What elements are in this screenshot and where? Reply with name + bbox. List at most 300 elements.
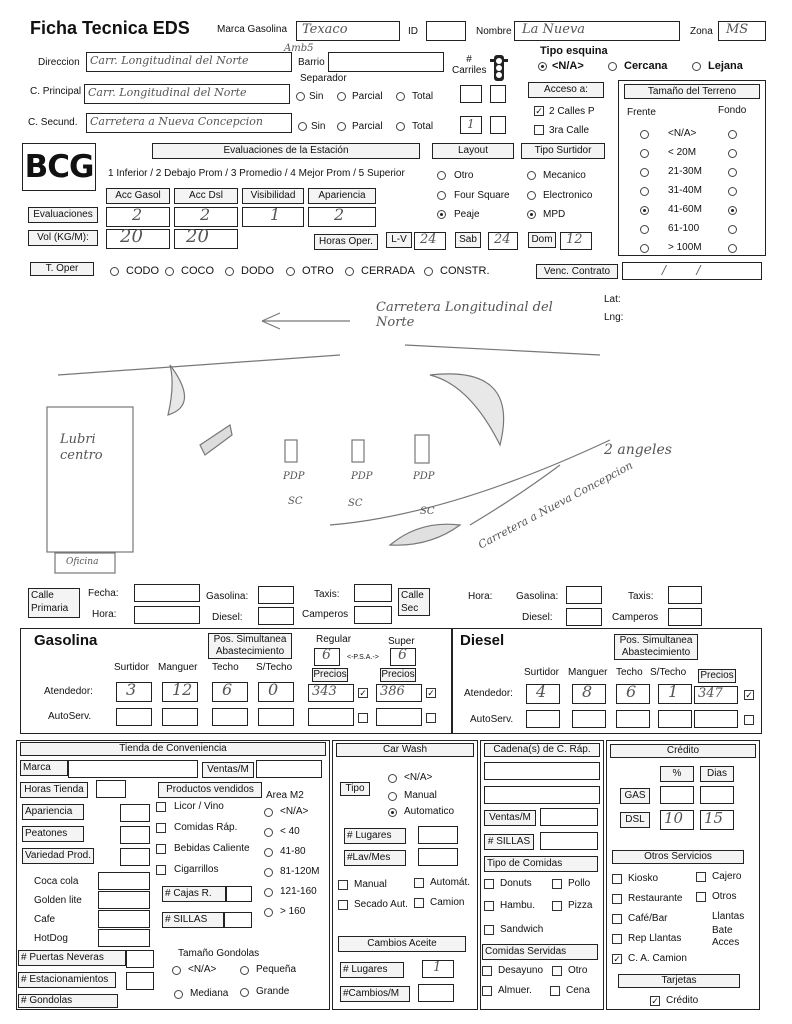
cena-checkbox[interactable]: [550, 986, 560, 996]
tarjetas-label: Tarjetas: [618, 974, 740, 988]
almuerzo-checkbox[interactable]: [482, 986, 492, 996]
eval-acc-gasol-value: 2: [132, 205, 143, 224]
brand-label-2: Cafe: [34, 914, 56, 925]
camperos-field[interactable]: [354, 606, 392, 624]
psa-super-value: 6: [398, 647, 407, 663]
brand-field-3[interactable]: [98, 929, 150, 947]
secundaria-value: Carretera a Nueva Concepcion: [90, 115, 264, 128]
dsl-atendedor-value-3: 1: [668, 682, 679, 701]
product-checkbox-3[interactable]: [156, 865, 166, 875]
pollo-label: Pollo: [568, 878, 591, 889]
dsl-h-stecho: S/Techo: [650, 667, 687, 678]
productos-label: Productos vendidos: [158, 782, 262, 798]
hambu-label: Hambu.: [500, 900, 536, 911]
otros-checkbox-2[interactable]: [612, 894, 622, 904]
cw-camion-checkbox[interactable]: [414, 898, 424, 908]
otros-checkbox-6[interactable]: [612, 934, 622, 944]
tienda-row-label-0: Apariencia: [22, 804, 84, 820]
brand-field-0[interactable]: [98, 872, 150, 890]
otro-comida-checkbox[interactable]: [552, 966, 562, 976]
secundaria-parcial-radio[interactable]: [337, 122, 346, 131]
tamano-option-1: < 20M: [668, 147, 697, 158]
psa-label: <-P.S.A.->: [347, 654, 379, 661]
cajas-field[interactable]: [226, 886, 252, 902]
dsl-h-manguer: Manguer: [568, 667, 608, 678]
tamano-option-3: 31-40M: [668, 185, 702, 196]
toper-option-2: DODO: [241, 265, 274, 277]
gas-dias-field[interactable]: [700, 786, 734, 804]
dsl-price-value: 347: [698, 686, 723, 701]
layout-otro-radio[interactable]: [437, 171, 446, 180]
pizza-label: Pizza: [568, 900, 593, 911]
otros-label-1: Cajero: [712, 871, 742, 882]
barrio-field[interactable]: [328, 52, 444, 72]
area-label: Area M2: [266, 790, 304, 801]
area-radio-4[interactable]: [264, 888, 273, 897]
esquina-cercana-radio[interactable]: [608, 62, 617, 71]
pct-label: %: [660, 766, 694, 782]
product-label-3: Cigarrillos: [174, 864, 219, 875]
dsl-atendedor-value-0: 4: [536, 682, 547, 701]
frente-radio-4[interactable]: [640, 206, 649, 215]
gond-grande-radio[interactable]: [240, 988, 249, 997]
fondo-radio-2[interactable]: [728, 168, 737, 177]
hora-label: Hora:: [92, 609, 117, 620]
horas-tienda-field[interactable]: [96, 780, 126, 798]
gas-h-techo: Techo: [212, 662, 239, 673]
gas-autoserv-label: AutoServ.: [48, 711, 92, 722]
principal-sin-radio[interactable]: [296, 92, 305, 101]
col-visibilidad: Visibilidad: [242, 188, 304, 204]
gond-grande-label: Grande: [256, 986, 290, 997]
gas-pct-field[interactable]: [660, 786, 694, 804]
cw-secado-label: Secado Aut.: [354, 899, 408, 910]
super-label: Super: [388, 636, 415, 647]
aceite-cambios-field[interactable]: [418, 984, 454, 1002]
principal-separador-field[interactable]: [490, 85, 506, 103]
area-radio-5[interactable]: [264, 908, 273, 917]
cw-na-label: <N/A>: [404, 772, 433, 783]
eval-visibilidad-value: 1: [270, 205, 281, 224]
principal-total-radio[interactable]: [396, 92, 405, 101]
diesel-sec-label: Diesel:: [522, 612, 553, 623]
frente-radio-2[interactable]: [640, 168, 649, 177]
otros-checkbox-0[interactable]: [612, 874, 622, 884]
cw-lugares-field[interactable]: [418, 826, 458, 844]
sandwich-label: Sandwich: [500, 924, 544, 935]
principal-parcial-radio[interactable]: [337, 92, 346, 101]
esquina-cercana-label: Cercana: [624, 60, 668, 72]
gond-pequena-label: Pequeña: [256, 964, 297, 975]
fondo-radio-1[interactable]: [728, 149, 737, 158]
tienda-title: Tienda de Conveniencia: [20, 742, 326, 756]
diesel-count-field[interactable]: [258, 607, 294, 625]
dsl-h-surtidor: Surtidor: [524, 667, 560, 678]
surtidor-electronico-label: Electronico: [543, 190, 593, 201]
cadena-tipo-label: Tipo de Comidas: [484, 856, 598, 872]
secundaria-sin-radio[interactable]: [298, 122, 307, 131]
dsl-autoserv-label: AutoServ.: [470, 714, 514, 725]
tienda-marca-field[interactable]: [68, 760, 198, 778]
tienda-sillas-field[interactable]: [224, 912, 252, 928]
area-radio-3[interactable]: [264, 868, 273, 877]
eval-acc-dsl-value: 2: [200, 205, 211, 224]
dsl-autoserv-field-1[interactable]: [572, 710, 606, 728]
estac-label: # Estacionamientos: [18, 972, 116, 988]
toper-option-3: OTRO: [302, 265, 334, 277]
gas-autoserv-field-2[interactable]: [212, 708, 248, 726]
principal-parcial-label: Parcial: [352, 91, 383, 102]
col-acc-gasol: Acc Gasol: [106, 188, 170, 204]
tipo-esquina-label: Tipo esquina: [540, 45, 608, 57]
fondo-radio-5[interactable]: [728, 225, 737, 234]
puertas-field[interactable]: [126, 950, 154, 968]
super-price-checkbox[interactable]: ✓: [427, 688, 435, 698]
id-field[interactable]: [426, 21, 466, 41]
aceite-lugares-value: 1: [433, 960, 442, 975]
frente-radio-1[interactable]: [640, 149, 649, 158]
cadena-title: Cadena(s) de C. Ráp.: [484, 743, 600, 757]
aceite-lugares-label: # Lugares: [340, 962, 404, 978]
gas-atendedor-value-0: 3: [126, 680, 137, 699]
dos-calles-checkbox[interactable]: ✓: [535, 106, 543, 116]
cw-na-radio[interactable]: [388, 774, 397, 783]
auto-regular-field[interactable]: [308, 708, 354, 726]
toper-radio-5[interactable]: [424, 267, 433, 276]
tamano-option-0: <N/A>: [668, 128, 697, 139]
aceite-cambios-label: #Cambios/M: [340, 986, 410, 1002]
lv-label: L-V: [386, 232, 412, 248]
bcg-logo: [22, 143, 96, 191]
toper-option-4: CERRADA: [361, 265, 415, 277]
desayuno-checkbox[interactable]: [482, 966, 492, 976]
credito-title: Crédito: [610, 744, 756, 758]
dsl-auto-price-field[interactable]: [694, 710, 738, 728]
brand-field-2[interactable]: [98, 910, 150, 928]
sketch-road-top: Carretera Longitudinal del Norte: [376, 300, 553, 330]
area-label-1: < 40: [280, 826, 300, 837]
dsl-autoserv-field-3[interactable]: [658, 710, 692, 728]
toper-radio-3[interactable]: [286, 267, 295, 276]
product-checkbox-0[interactable]: [156, 802, 166, 812]
dsl-precios-label: Precios: [698, 669, 736, 683]
sab-value: 24: [494, 232, 511, 247]
cw-manual-label: Manual: [404, 790, 437, 801]
product-label-2: Bebidas Caliente: [174, 843, 250, 854]
carriles-label: # Carriles: [452, 54, 487, 76]
taxis-sec-field[interactable]: [668, 586, 702, 604]
calle-primaria-label: Calle Primaria: [28, 588, 80, 618]
product-checkbox-1[interactable]: [156, 823, 166, 833]
toper-radio-2[interactable]: [225, 267, 234, 276]
separador-label: Separador: [300, 73, 347, 84]
horas-label: Horas Oper.: [314, 234, 378, 250]
area-label-0: <N/A>: [280, 806, 309, 817]
cadena-name-field-2[interactable]: [484, 786, 600, 804]
fondo-radio-0[interactable]: [728, 130, 737, 139]
col-apariencia: Apariencia: [308, 188, 376, 204]
venc-value: / /: [662, 263, 701, 277]
sketch-road-diag: Carretera a Nueva Concepcion: [476, 458, 635, 552]
direccion-value: Carr. Longitudinal del Norte: [90, 54, 249, 67]
venc-label: Venc. Contrato: [536, 264, 618, 279]
layout-foursquare-label: Four Square: [454, 190, 510, 201]
psa-regular-value: 6: [322, 647, 331, 663]
lat-label: Lat:: [604, 294, 621, 305]
gas-autoserv-field-3[interactable]: [258, 708, 294, 726]
dias-label: Dias: [700, 766, 734, 782]
principal-carriles-field[interactable]: [460, 85, 482, 103]
taxis-sec-label: Taxis:: [628, 591, 654, 602]
zona-value: MS: [726, 22, 749, 37]
fecha-field[interactable]: [134, 584, 200, 602]
diesel-count-label: Diesel:: [212, 612, 243, 623]
cw-secado-checkbox[interactable]: [338, 900, 348, 910]
toper-label: T. Oper: [30, 262, 94, 276]
area-label-3: 81-120M: [280, 866, 320, 877]
frente-radio-3[interactable]: [640, 187, 649, 196]
calle-sec-label: Calle Sec: [398, 588, 430, 616]
vol-gasol-value: 20: [120, 226, 143, 247]
nombre-label: Nombre: [476, 26, 512, 37]
fondo-radio-3[interactable]: [728, 187, 737, 196]
taxis-field[interactable]: [354, 584, 392, 602]
surtidor-mecanico-label: Mecanico: [543, 170, 586, 181]
principal-sin-label: Sin: [309, 91, 324, 102]
cw-lav-field[interactable]: [418, 848, 458, 866]
sketch-pdp-1: PDP: [283, 471, 305, 482]
dsl-atendedor-value-2: 6: [626, 682, 637, 701]
gond-na-radio[interactable]: [172, 966, 181, 975]
credito-checkbox[interactable]: ✓: [651, 996, 659, 1006]
hambu-checkbox[interactable]: [484, 901, 494, 911]
frente-radio-5[interactable]: [640, 225, 649, 234]
tienda-row-label-1: Peatones: [22, 826, 84, 842]
gasolina-sec-label: Gasolina:: [516, 591, 559, 602]
toper-radio-4[interactable]: [345, 267, 354, 276]
fecha-label: Fecha:: [88, 588, 119, 599]
gond-mediana-radio[interactable]: [174, 990, 183, 999]
secundaria-parcial-label: Parcial: [352, 121, 383, 132]
otros-label-4: Café/Bar: [628, 913, 668, 924]
secundaria-separador-field[interactable]: [490, 116, 506, 134]
fondo-radio-6[interactable]: [728, 244, 737, 253]
cw-lav-label: #Lav/Mes: [344, 850, 406, 866]
cw-automat-checkbox[interactable]: [414, 878, 424, 888]
tienda-ventas-field[interactable]: [256, 760, 322, 778]
area-label-5: > 160: [280, 906, 306, 917]
area-radio-2[interactable]: [264, 848, 273, 857]
price-regular-value: 343: [312, 684, 337, 699]
otros-checkbox-3[interactable]: [696, 892, 706, 902]
tienda-row-field-2[interactable]: [120, 848, 150, 866]
donuts-label: Donuts: [500, 878, 532, 889]
gas-h-manguer: Manguer: [158, 662, 198, 673]
otros-title: Otros Servicios: [612, 850, 744, 864]
nombre-value: La Nueva: [522, 22, 586, 37]
pizza-checkbox[interactable]: [552, 901, 562, 911]
cw-manual-checkbox[interactable]: [338, 880, 348, 890]
secundaria-label: C. Secund.: [28, 117, 78, 128]
sandwich-checkbox[interactable]: [484, 925, 494, 935]
acceso-label: Acceso a:: [528, 82, 604, 98]
principal-value: Carr. Longitudinal del Norte: [88, 86, 247, 99]
cw-manual-radio[interactable]: [388, 792, 397, 801]
otros-label-3: Otros: [712, 891, 737, 902]
tercera-calle-checkbox[interactable]: [534, 125, 544, 135]
pollo-checkbox[interactable]: [552, 879, 562, 889]
dsl-auto-checkbox[interactable]: [744, 715, 754, 725]
otros-label-2: Restaurante: [628, 893, 683, 904]
auto-regular-checkbox[interactable]: [358, 713, 368, 723]
carwash-title: Car Wash: [336, 743, 474, 757]
sab-label: Sab: [455, 232, 481, 248]
cena-label: Cena: [566, 985, 590, 996]
cadena-sillas-label: # SILLAS: [484, 834, 534, 850]
dsl-h-techo: Techo: [616, 667, 643, 678]
brand-field-1[interactable]: [98, 891, 150, 909]
barrio-note: Amb5: [284, 43, 314, 54]
secundaria-total-label: Total: [412, 121, 434, 132]
otros-label-8: C. A. Camion: [628, 953, 687, 964]
sketch-pdp-2: PDP: [351, 471, 373, 482]
principal-label: C. Principal: [30, 86, 82, 97]
layout-otro-label: Otro: [454, 170, 474, 181]
sketch-sc-2: SC: [348, 498, 363, 509]
eval-apariencia-value: 2: [334, 205, 345, 224]
cadena-sillas-field[interactable]: [540, 832, 598, 850]
surtidor-label: Tipo Surtidor: [521, 143, 605, 159]
product-label-1: Comidas Ráp.: [174, 822, 238, 833]
traffic-light-icon: [490, 54, 508, 82]
camperos-label: Camperos: [302, 609, 349, 620]
regular-price-checkbox[interactable]: ✓: [359, 688, 367, 698]
diesel-pos-sim: Pos. Simultanea Abastecimiento: [614, 634, 698, 660]
brand-label-0: Coca cola: [34, 876, 79, 887]
surtidor-electronico-radio[interactable]: [527, 191, 536, 200]
hora-field[interactable]: [134, 606, 200, 624]
frente-radio-6[interactable]: [640, 244, 649, 253]
auto-super-field[interactable]: [376, 708, 422, 726]
cadena-name-field-1[interactable]: [484, 762, 600, 780]
form-title: Ficha Tecnica EDS: [30, 18, 190, 38]
toper-radio-0[interactable]: [110, 267, 119, 276]
otros-checkbox-1[interactable]: [696, 872, 706, 882]
auto-super-checkbox[interactable]: [426, 713, 436, 723]
layout-label: Layout: [432, 143, 514, 159]
cajas-label: # Cajas R.: [162, 886, 226, 902]
brand-label-1: Golden lite: [34, 895, 82, 906]
dsl-atendedor-label: Atendedor:: [464, 688, 513, 699]
cadena-ventas-label: Ventas/M: [484, 810, 536, 826]
surtidor-mpd-radio[interactable]: [527, 210, 536, 219]
horas-tienda-label: Horas Tienda: [20, 782, 88, 798]
area-radio-1[interactable]: [264, 828, 273, 837]
otros-label-5: Llantas: [712, 911, 745, 922]
gas-autoserv-field-0[interactable]: [116, 708, 152, 726]
area-radio-0[interactable]: [264, 808, 273, 817]
tienda-row-field-0[interactable]: [120, 804, 150, 822]
barrio-label: Barrio: [298, 57, 325, 68]
dsl-credit-label: DSL: [620, 812, 650, 828]
gond-pequena-radio[interactable]: [240, 966, 249, 975]
dos-calles-label: 2 Calles P: [549, 106, 595, 117]
tienda-ventas-label: Ventas/M: [202, 762, 254, 778]
taxis-label: Taxis:: [314, 589, 340, 600]
diesel-title: Diesel: [460, 632, 505, 649]
gas-autoserv-field-1[interactable]: [162, 708, 198, 726]
hora-sec-label: Hora:: [468, 591, 493, 602]
dom-label: Dom: [528, 232, 556, 248]
surtidor-mpd-label: MPD: [543, 209, 566, 220]
zona-label: Zona: [690, 26, 713, 37]
dom-value: 12: [566, 232, 583, 247]
toper-radio-1[interactable]: [165, 267, 174, 276]
layout-peaje-label: Peaje: [454, 209, 480, 220]
cadena-ventas-field[interactable]: [540, 808, 598, 826]
gas-h-stecho: S/Techo: [256, 662, 293, 673]
gondolas-label: # Gondolas: [18, 994, 118, 1008]
tercera-calle-label: 3ra Calle: [549, 125, 590, 136]
area-label-2: 41-80: [280, 846, 306, 857]
principal-total-label: Total: [412, 91, 434, 102]
gas-atendedor-value-2: 6: [222, 680, 233, 699]
sketch-pdp-3: PDP: [413, 471, 435, 482]
diesel-sec-field[interactable]: [566, 608, 602, 626]
cw-automat-chk-label: Automát.: [430, 877, 471, 888]
precios-super-label: Precios: [381, 669, 415, 680]
surtidor-mecanico-radio[interactable]: [527, 171, 536, 180]
lv-value: 24: [420, 232, 437, 247]
cw-auto-label: Automatico: [404, 806, 455, 817]
donuts-checkbox[interactable]: [484, 879, 494, 889]
camperos-sec-field[interactable]: [668, 608, 702, 626]
gasolina-sec-field[interactable]: [566, 586, 602, 604]
otros-label-9: Acces: [712, 937, 740, 948]
credito-chk-label: Crédito: [666, 995, 699, 1006]
camperos-sec-label: Camperos: [612, 612, 659, 623]
gond-mediana-label: Mediana: [190, 988, 229, 999]
layout-peaje-radio[interactable]: [437, 210, 446, 219]
product-checkbox-2[interactable]: [156, 844, 166, 854]
regular-label: Regular: [316, 634, 352, 645]
frente-radio-0[interactable]: [640, 130, 649, 139]
desayuno-label: Desayuno: [498, 965, 544, 976]
layout-foursquare-radio[interactable]: [437, 191, 446, 200]
tienda-sillas-label: # SILLAS: [162, 912, 224, 928]
esquina-na-radio[interactable]: [538, 62, 547, 71]
secundaria-total-radio[interactable]: [396, 122, 405, 131]
gasolina-pos-sim: Pos. Simultanea Abastecimiento: [208, 633, 292, 659]
puertas-label: # Puertas Neveras: [18, 950, 126, 966]
dsl-price-checkbox[interactable]: ✓: [745, 690, 753, 700]
cw-auto-radio[interactable]: [388, 808, 397, 817]
dsl-autoserv-field-2[interactable]: [616, 710, 650, 728]
dsl-autoserv-field-0[interactable]: [526, 710, 560, 728]
tienda-row-label-2: Variedad Prod.: [22, 848, 94, 864]
tamano-option-6: > 100M: [668, 242, 702, 253]
tienda-row-field-1[interactable]: [120, 826, 150, 844]
estac-field[interactable]: [126, 972, 154, 990]
gasolina-count-field[interactable]: [258, 586, 294, 604]
area-label-4: 121-160: [280, 886, 317, 897]
otros-checkbox-8[interactable]: ✓: [613, 954, 621, 964]
otros-checkbox-4[interactable]: [612, 914, 622, 924]
esquina-lejana-label: Lejana: [708, 60, 743, 72]
fondo-radio-4[interactable]: [728, 206, 737, 215]
evaluaciones-scale: 1 Inferior / 2 Debajo Prom / 3 Promedio / 4 Mejor Prom / 5 Superior: [108, 168, 405, 179]
esquina-lejana-radio[interactable]: [692, 62, 701, 71]
